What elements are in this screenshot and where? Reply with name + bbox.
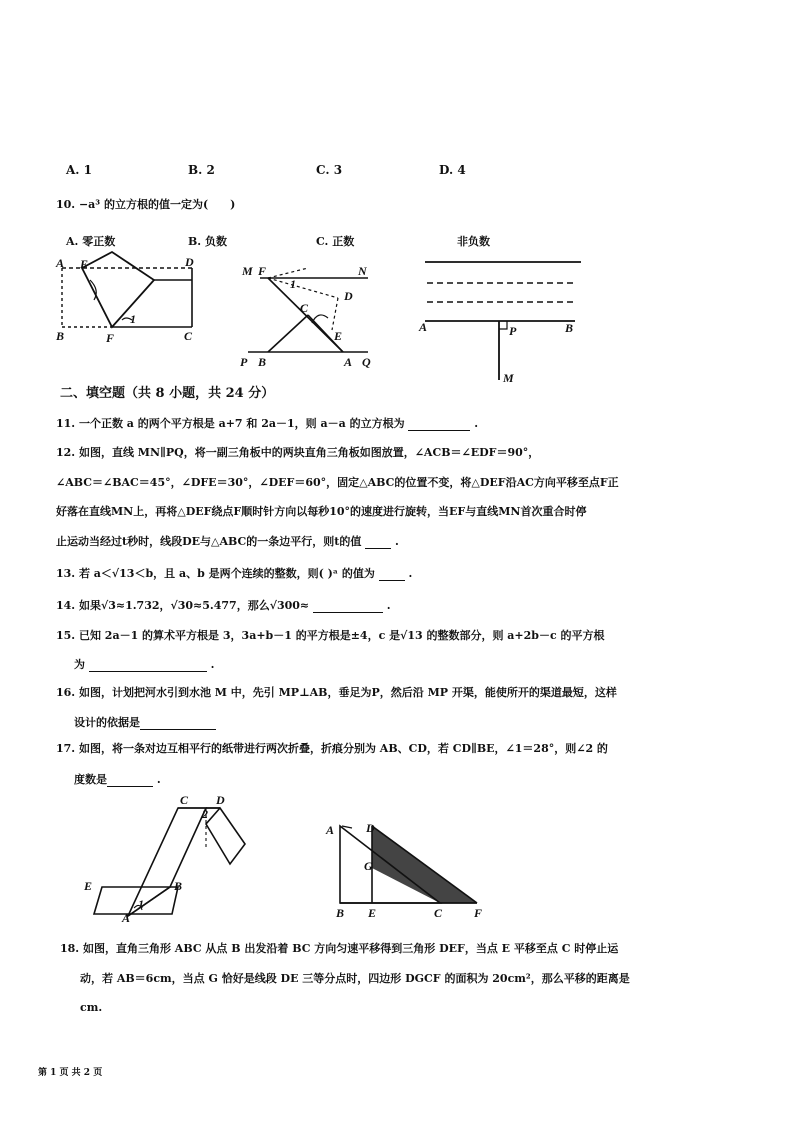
fig2-label-a: A bbox=[344, 355, 353, 369]
fig2-label-q: Q bbox=[362, 355, 371, 369]
q14-answer-blank[interactable] bbox=[313, 612, 383, 613]
q10-stem: 10. −a³ 的立方根的值一定为( ) bbox=[56, 198, 236, 211]
q18-line3: cm. bbox=[80, 1001, 103, 1014]
fig5-label-b: B bbox=[336, 906, 345, 920]
q10-option-d: 非负数 bbox=[457, 235, 490, 248]
q12-line1: 12. 如图，直线 MN∥PQ，将一副三角板中的两块直角三角板如图放置，∠ACB＝∠EDF＝90°， bbox=[56, 446, 540, 459]
fig1-label-angle1: 1 bbox=[130, 312, 136, 326]
fig2-label-angle1: 1 bbox=[290, 277, 296, 291]
q16-answer-blank[interactable] bbox=[140, 729, 216, 730]
q18-line2: 动，若 AB＝6cm，当点 G 恰好是线段 DE 三等分点时，四边形 DGCF 的面积为 20cm²，那么平移的距离是 bbox=[80, 972, 630, 985]
fig1-label-e: E bbox=[80, 257, 89, 271]
fig5-label-c: C bbox=[434, 906, 443, 920]
figure-folded-rectangle bbox=[52, 250, 212, 350]
fig3-label-b: B bbox=[565, 321, 574, 335]
q12-answer-blank[interactable] bbox=[365, 548, 391, 549]
fig2-label-m: M bbox=[242, 264, 253, 278]
fig3-label-p: P bbox=[509, 324, 517, 338]
q16-line2: 设计的依据是 bbox=[74, 716, 216, 730]
fig4-label-b: B bbox=[174, 879, 183, 893]
fig2-label-c: C bbox=[300, 301, 309, 315]
q15-answer-blank[interactable] bbox=[89, 671, 207, 672]
q18-line1: 18. 如图，直角三角形 ABC 从点 B 出发沿着 BC 方向匀速平移得到三角形 DEF，当点 E 平移至点 C 时停止运 bbox=[60, 942, 619, 955]
q12-line3: 好落在直线MN上，再将△DEF绕点F顺时针方向以每秒10°的速度进行旋转，当EF与直线MN首次重合时停 bbox=[56, 505, 587, 518]
q15-line1: 15. 已知 2a－1 的算术平方根是 3，3a+b－1 的平方根是±4，c 是√13 的整数部分，则 a+2b－c 的平方根 bbox=[56, 629, 605, 642]
section2-title: 二、填空题（共 8 小题，共 24 分） bbox=[60, 386, 275, 401]
fig3-label-a: A bbox=[419, 320, 428, 334]
q12-line4: 止运动当经过t秒时，线段DE与△ABC的一条边平行，则t的值 . bbox=[56, 535, 399, 548]
fig2-label-p: P bbox=[240, 355, 248, 369]
q11-answer-blank[interactable] bbox=[408, 430, 470, 431]
fig2-label-n: N bbox=[358, 264, 367, 278]
q13-answer-blank[interactable] bbox=[379, 580, 405, 581]
fig1-label-c: C bbox=[184, 329, 193, 343]
fig4-label-e: E bbox=[84, 879, 93, 893]
figure-folded-strip bbox=[80, 794, 260, 924]
fig5-label-g: G bbox=[364, 859, 373, 873]
fig3-label-m: M bbox=[503, 371, 514, 385]
fig5-label-e: E bbox=[368, 906, 377, 920]
fig2-label-b: B bbox=[258, 355, 267, 369]
fig2-label-d: D bbox=[344, 289, 353, 303]
fig1-label-b: B bbox=[56, 329, 65, 343]
fig2-label-e: E bbox=[334, 329, 343, 343]
q15-line2: 为 . bbox=[74, 658, 215, 671]
q9-option-c: C. 3 bbox=[316, 163, 343, 177]
q9-option-a: A. 1 bbox=[66, 163, 93, 177]
fig1-label-a: A bbox=[56, 256, 65, 270]
q17-answer-blank[interactable] bbox=[107, 786, 153, 787]
q12-line2: ∠ABC＝∠BAC＝45°，∠DFE＝30°，∠DEF＝60°，固定△ABC的位置不变，将△DEF沿AC方向平移至点F正 bbox=[56, 476, 619, 489]
fig4-label-a: A bbox=[122, 911, 131, 925]
fig4-label-d: D bbox=[216, 793, 225, 807]
fig1-label-f: F bbox=[106, 331, 115, 345]
q14-text: 14. 如果√3≈1.732，√30≈5.477，那么√300≈ . bbox=[56, 599, 391, 612]
q13-text: 13. 若 a＜√13＜b，且 a、b 是两个连续的整数，则( )ᵃ 的值为 . bbox=[56, 567, 413, 580]
fig5-label-f: F bbox=[474, 906, 483, 920]
figure-river-canal bbox=[415, 255, 595, 390]
fig1-label-d: D bbox=[185, 255, 194, 269]
fig4-label-angle1: 1 bbox=[138, 897, 144, 911]
q17-line2: 度数是 . bbox=[74, 773, 161, 786]
fig4-label-angle2: 2 bbox=[202, 807, 208, 821]
q16-line1: 16. 如图，计划把河水引到水池 M 中，先引 MP⊥AB，垂足为P，然后沿 MP 开渠，能使所开的渠道最短，这样 bbox=[56, 686, 617, 699]
fig5-label-a: A bbox=[326, 823, 335, 837]
page-footer: 第 1 页 共 2 页 bbox=[38, 1068, 103, 1078]
figure-translated-triangle bbox=[322, 818, 492, 923]
q10-option-c: C. 正数 bbox=[316, 235, 355, 248]
fig5-label-d: D bbox=[366, 821, 375, 835]
q17-line1: 17. 如图，将一条对边互相平行的纸带进行两次折叠，折痕分别为 AB、CD，若 CD∥BE，∠1＝28°，则∠2 的 bbox=[56, 742, 608, 755]
q11-text: 11. 一个正数 a 的两个平方根是 a+7 和 2a－1，则 a－a 的立方根为 . bbox=[56, 417, 479, 430]
fig2-label-f: F bbox=[258, 264, 267, 278]
fig4-label-c: C bbox=[180, 793, 189, 807]
q9-option-b: B. 2 bbox=[188, 163, 215, 177]
q10-option-a: A. 零正数 bbox=[66, 235, 116, 248]
q10-option-b: B. 负数 bbox=[188, 235, 227, 248]
figure-parallel-triangles bbox=[238, 258, 388, 373]
q9-option-d: D. 4 bbox=[439, 163, 466, 177]
